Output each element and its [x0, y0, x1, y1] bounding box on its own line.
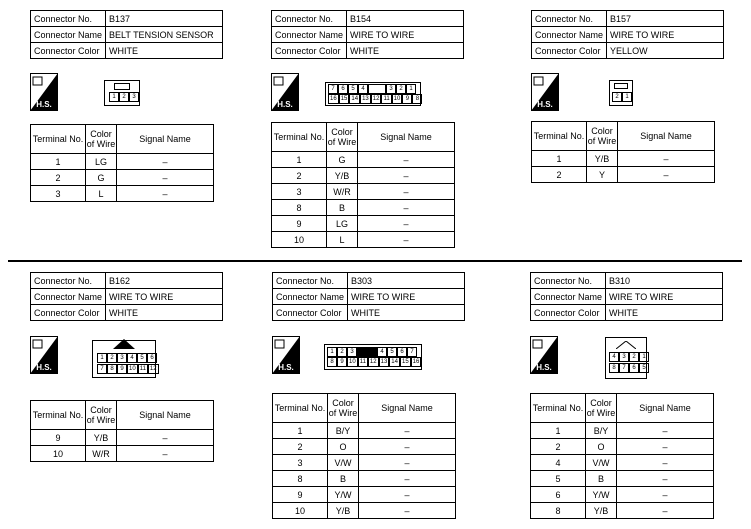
- wire-color: B/Y: [328, 423, 359, 439]
- pin: 3: [619, 352, 629, 362]
- terminal-no: 1: [31, 154, 86, 170]
- harness-side-icon: [30, 336, 58, 374]
- connector-color-value: WHITE: [606, 305, 723, 321]
- wire-color: O: [586, 439, 617, 455]
- connector-no-value: B310: [606, 273, 723, 289]
- signal-name: –: [358, 216, 455, 232]
- connector-face-b157: [609, 80, 633, 106]
- table-row: [31, 170, 214, 186]
- table-row: [272, 168, 455, 184]
- table-row: [531, 503, 714, 519]
- label-connector-name: Connector Name: [31, 289, 106, 305]
- connector-face-b303: [324, 344, 422, 370]
- pin: 8: [609, 363, 619, 373]
- pin: 3: [129, 92, 139, 102]
- pin: 2: [107, 353, 117, 363]
- label-connector-color: Connector Color: [273, 305, 348, 321]
- table-row: [31, 446, 214, 462]
- wire-color: B/Y: [586, 423, 617, 439]
- header-color-of-wire: Color of Wire: [587, 122, 618, 151]
- wire-color: V/W: [328, 455, 359, 471]
- table-row: [272, 200, 455, 216]
- signal-name: –: [618, 167, 715, 183]
- hs-label: H.S.: [278, 363, 294, 372]
- table-row: [273, 471, 456, 487]
- header-terminal-no: Terminal No.: [272, 123, 327, 152]
- signal-name: –: [618, 151, 715, 167]
- hs-label: H.S.: [536, 363, 552, 372]
- table-row: [532, 167, 715, 183]
- harness-side-icon: [272, 336, 300, 374]
- pin: 1: [97, 353, 107, 363]
- header-terminal-no: Terminal No.: [31, 401, 86, 430]
- pin: 9: [337, 357, 347, 367]
- signal-name: –: [358, 184, 455, 200]
- connector-face-b137: [104, 80, 140, 106]
- wire-color: Y/B: [86, 430, 117, 446]
- connector-face-b162: [92, 340, 156, 378]
- signal-name: –: [358, 232, 455, 248]
- connector-face-b310: [605, 337, 647, 379]
- header-terminal-no: Terminal No.: [532, 122, 587, 151]
- pin-row: [97, 364, 159, 374]
- wire-color: G: [86, 170, 117, 186]
- connector-info-b154: [271, 10, 464, 59]
- label-connector-color: Connector Color: [532, 43, 607, 59]
- wire-color: G: [327, 152, 358, 168]
- terminal-table-b303: [272, 393, 456, 519]
- connector-no-value: B303: [348, 273, 465, 289]
- terminal-no: 1: [272, 152, 327, 168]
- signal-name: –: [617, 423, 714, 439]
- label-connector-no: Connector No.: [273, 273, 348, 289]
- signal-name: –: [617, 455, 714, 471]
- label-connector-name: Connector Name: [531, 289, 606, 305]
- connector-color-value: WHITE: [347, 43, 464, 59]
- connector-info-b162: [30, 272, 223, 321]
- connector-name-value: WIRE TO WIRE: [106, 289, 223, 305]
- pin: 6: [397, 347, 407, 357]
- harness-side-icon: [271, 73, 299, 111]
- terminal-no: 1: [273, 423, 328, 439]
- pin-key: [357, 347, 377, 357]
- pin: 1: [109, 92, 119, 102]
- signal-name: –: [117, 430, 214, 446]
- terminal-no: 9: [273, 487, 328, 503]
- wire-color: W/R: [327, 184, 358, 200]
- pin-row: [109, 92, 139, 102]
- table-row: [273, 503, 456, 519]
- terminal-no: 10: [272, 232, 327, 248]
- connector-name-value: WIRE TO WIRE: [348, 289, 465, 305]
- signal-name: –: [359, 503, 456, 519]
- pin: 6: [338, 84, 348, 94]
- pin: 7: [407, 347, 417, 357]
- pin: 12: [372, 96, 380, 102]
- pin: 3: [117, 353, 127, 363]
- pin: 11: [139, 366, 146, 372]
- label-connector-color: Connector Color: [272, 43, 347, 59]
- connector-info-b137: [30, 10, 223, 59]
- connector-color-value: WHITE: [106, 305, 223, 321]
- pin: 12: [369, 359, 377, 365]
- label-connector-no: Connector No.: [272, 11, 347, 27]
- wire-color: Y/B: [586, 503, 617, 519]
- connector-name-value: WIRE TO WIRE: [347, 27, 464, 43]
- label-connector-name: Connector Name: [273, 289, 348, 305]
- header-signal-name: Signal Name: [117, 125, 214, 154]
- pin: 5: [639, 363, 649, 373]
- connector-info-b157: [531, 10, 724, 59]
- table-row: [31, 430, 214, 446]
- connector-name-value: WIRE TO WIRE: [606, 289, 723, 305]
- pin: 2: [612, 92, 622, 102]
- wire-color: B: [327, 200, 358, 216]
- label-connector-name: Connector Name: [532, 27, 607, 43]
- signal-name: –: [359, 455, 456, 471]
- header-color-of-wire: Color of Wire: [86, 125, 117, 154]
- connector-color-value: WHITE: [106, 43, 223, 59]
- pin: 4: [377, 347, 387, 357]
- label-connector-name: Connector Name: [272, 27, 347, 43]
- latch-icon: [616, 341, 636, 349]
- pin: 12: [149, 366, 157, 372]
- pin: 15: [401, 359, 409, 365]
- terminal-no: 10: [273, 503, 328, 519]
- table-row: [31, 154, 214, 170]
- connector-name-value: WIRE TO WIRE: [607, 27, 724, 43]
- terminal-no: 4: [531, 455, 586, 471]
- wire-color: B: [586, 471, 617, 487]
- header-terminal-no: Terminal No.: [531, 394, 586, 423]
- terminal-no: 2: [31, 170, 86, 186]
- harness-side-icon: [30, 73, 58, 111]
- signal-name: –: [359, 471, 456, 487]
- connector-no-value: B137: [106, 11, 223, 27]
- terminal-no: 9: [31, 430, 86, 446]
- wire-color: LG: [86, 154, 117, 170]
- signal-name: –: [359, 439, 456, 455]
- pin: 13: [380, 359, 388, 365]
- terminal-no: 2: [272, 168, 327, 184]
- terminal-no: 2: [273, 439, 328, 455]
- connector-no-value: B154: [347, 11, 464, 27]
- connector-no-value: B162: [106, 273, 223, 289]
- wire-color: LG: [327, 216, 358, 232]
- header-signal-name: Signal Name: [358, 123, 455, 152]
- header-color-of-wire: Color of Wire: [327, 123, 358, 152]
- terminal-no: 3: [272, 184, 327, 200]
- pin: 2: [337, 347, 347, 357]
- signal-name: –: [117, 446, 214, 462]
- pin-row: [328, 84, 416, 94]
- terminal-no: 6: [531, 487, 586, 503]
- pin: 1: [639, 352, 649, 362]
- signal-name: –: [117, 186, 214, 202]
- pin-row: [327, 347, 417, 357]
- pin: 8: [327, 357, 337, 367]
- pin: 7: [97, 364, 107, 374]
- pin: 6: [147, 353, 157, 363]
- hs-label: H.S.: [277, 100, 293, 109]
- pin: 3: [386, 84, 396, 94]
- latch-icon: [113, 339, 135, 349]
- hs-label: H.S.: [537, 100, 553, 109]
- pin-row: [97, 353, 157, 363]
- pin-row: [328, 94, 422, 104]
- terminal-no: 8: [273, 471, 328, 487]
- pin: 16: [412, 359, 420, 365]
- terminal-no: 1: [531, 423, 586, 439]
- header-signal-name: Signal Name: [617, 394, 714, 423]
- terminal-no: 3: [273, 455, 328, 471]
- pin-key: [368, 84, 386, 94]
- pin: 8: [412, 94, 422, 104]
- terminal-no: 8: [531, 503, 586, 519]
- pin: 10: [349, 359, 356, 365]
- table-row: [272, 152, 455, 168]
- pin: 8: [107, 364, 117, 374]
- signal-name: –: [117, 154, 214, 170]
- table-row: [272, 232, 455, 248]
- signal-name: –: [617, 503, 714, 519]
- pin: 13: [362, 96, 369, 102]
- header-color-of-wire: Color of Wire: [328, 394, 359, 423]
- table-row: [273, 487, 456, 503]
- connector-info-b310: [530, 272, 723, 321]
- terminal-table-b310: [530, 393, 714, 519]
- connector-color-value: WHITE: [348, 305, 465, 321]
- wire-color: V/W: [586, 455, 617, 471]
- header-terminal-no: Terminal No.: [31, 125, 86, 154]
- wire-color: Y: [587, 167, 618, 183]
- table-row: [31, 186, 214, 202]
- table-row: [531, 487, 714, 503]
- pin: 9: [117, 364, 127, 374]
- signal-name: –: [358, 152, 455, 168]
- pin: 2: [396, 84, 406, 94]
- hs-label: H.S.: [36, 363, 52, 372]
- pin: 11: [383, 96, 390, 102]
- pin: 9: [402, 94, 412, 104]
- harness-side-icon: [531, 73, 559, 111]
- terminal-no: 2: [531, 439, 586, 455]
- pin: 10: [129, 366, 136, 372]
- table-row: [531, 455, 714, 471]
- pin: 4: [127, 353, 137, 363]
- connector-no-value: B157: [607, 11, 724, 27]
- terminal-table-b137: [30, 124, 214, 202]
- label-connector-no: Connector No.: [31, 273, 106, 289]
- wire-color: W/R: [86, 446, 117, 462]
- pin: 14: [351, 96, 359, 102]
- pin: 2: [119, 92, 129, 102]
- terminal-table-b162: [30, 400, 214, 462]
- signal-name: –: [358, 200, 455, 216]
- label-connector-color: Connector Color: [31, 305, 106, 321]
- pin: 4: [358, 84, 368, 94]
- label-connector-color: Connector Color: [531, 305, 606, 321]
- terminal-no: 9: [272, 216, 327, 232]
- table-row: [273, 423, 456, 439]
- pin: 5: [348, 84, 358, 94]
- wire-color: Y/B: [327, 168, 358, 184]
- terminal-no: 3: [31, 186, 86, 202]
- terminal-no: 8: [272, 200, 327, 216]
- pin: 1: [406, 84, 416, 94]
- connector-info-b303: [272, 272, 465, 321]
- pin: 10: [393, 96, 401, 102]
- signal-name: –: [117, 170, 214, 186]
- wire-color: Y/B: [328, 503, 359, 519]
- pin: 16: [330, 96, 337, 102]
- pin: 14: [391, 359, 398, 365]
- header-signal-name: Signal Name: [359, 394, 456, 423]
- label-connector-color: Connector Color: [31, 43, 106, 59]
- harness-side-icon: [530, 336, 558, 374]
- pin: 15: [340, 96, 348, 102]
- table-row: [273, 439, 456, 455]
- pin: 2: [629, 352, 639, 362]
- header-color-of-wire: Color of Wire: [86, 401, 117, 430]
- header-signal-name: Signal Name: [618, 122, 715, 151]
- terminal-no: 5: [531, 471, 586, 487]
- pin-row: [609, 363, 649, 373]
- terminal-table-b154: [271, 122, 455, 248]
- signal-name: –: [617, 471, 714, 487]
- signal-name: –: [359, 487, 456, 503]
- pin-row: [612, 92, 632, 102]
- section-divider: [8, 260, 742, 262]
- header-signal-name: Signal Name: [117, 401, 214, 430]
- pin: 5: [137, 353, 147, 363]
- connector-face-b154: [325, 82, 421, 106]
- pin-row: [327, 357, 421, 367]
- table-row: [273, 455, 456, 471]
- table-row: [272, 184, 455, 200]
- pin: 1: [327, 347, 337, 357]
- label-connector-no: Connector No.: [531, 273, 606, 289]
- pin: 4: [609, 352, 619, 362]
- pin: 5: [387, 347, 397, 357]
- wire-color: Y/W: [328, 487, 359, 503]
- terminal-no: 2: [532, 167, 587, 183]
- wire-color: Y/W: [586, 487, 617, 503]
- wire-color: L: [86, 186, 117, 202]
- table-row: [531, 423, 714, 439]
- table-row: [531, 439, 714, 455]
- connector-name-value: BELT TENSION SENSOR: [106, 27, 223, 43]
- table-row: [272, 216, 455, 232]
- pin: 11: [359, 359, 366, 365]
- header-terminal-no: Terminal No.: [273, 394, 328, 423]
- wire-color: B: [328, 471, 359, 487]
- pin: 3: [347, 347, 357, 357]
- pin: 7: [619, 363, 629, 373]
- table-row: [532, 151, 715, 167]
- label-connector-name: Connector Name: [31, 27, 106, 43]
- pin: 7: [328, 84, 338, 94]
- terminal-no: 1: [532, 151, 587, 167]
- terminal-no: 10: [31, 446, 86, 462]
- wire-color: O: [328, 439, 359, 455]
- signal-name: –: [359, 423, 456, 439]
- pin: 6: [629, 363, 639, 373]
- pin-row: [609, 352, 649, 362]
- pin: 1: [622, 92, 632, 102]
- table-row: [531, 471, 714, 487]
- wire-color: Y/B: [587, 151, 618, 167]
- label-connector-no: Connector No.: [31, 11, 106, 27]
- label-connector-no: Connector No.: [532, 11, 607, 27]
- header-color-of-wire: Color of Wire: [586, 394, 617, 423]
- signal-name: –: [617, 439, 714, 455]
- connector-color-value: YELLOW: [607, 43, 724, 59]
- signal-name: –: [358, 168, 455, 184]
- terminal-table-b157: [531, 121, 715, 183]
- wire-color: L: [327, 232, 358, 248]
- signal-name: –: [617, 487, 714, 503]
- hs-label: H.S.: [36, 100, 52, 109]
